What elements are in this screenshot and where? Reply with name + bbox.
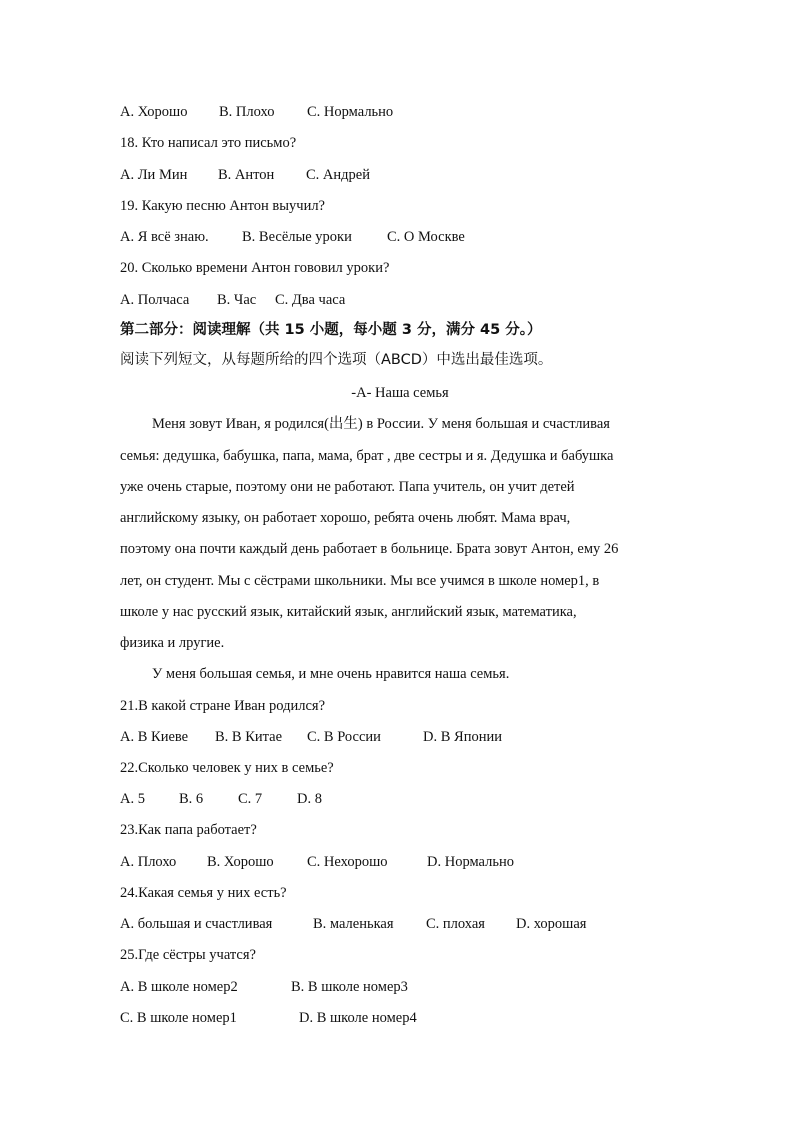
q19-options (120, 227, 465, 247)
passage-line-4: английскому языку, он работает хорошо, ребята очень любят. Мама врач, (120, 510, 571, 526)
q24-option-b: B. маленькая (313, 916, 394, 932)
q21-question: 21.В какой стране Иван родился? (120, 698, 326, 714)
passage-line-5: поэтому она почти каждый день работает в больнице. Брата зовут Антон, ему 26 (120, 541, 619, 557)
passage-line-7: школе у нас русский язык, китайский язык, английский язык, математика, (120, 604, 577, 620)
q25-option-b: B. В школе номер3 (291, 979, 408, 995)
q21-options (120, 727, 502, 747)
q19-question: 19. Какую песню Антон выучил? (120, 198, 325, 214)
passage-line-6: лет, он студент. Мы с сёстрами школьники. Мы все учимся в школе номер1, в (120, 573, 600, 589)
q25-option-a: A. В школе номер2 (120, 979, 238, 995)
q23-option-b: B. Хорошо (207, 854, 274, 870)
q20-question: 20. Сколько времени Антон гововил уроки? (120, 260, 390, 276)
q23-option-a: A. Плохо (120, 854, 177, 870)
q21-option-d: D. В Японии (423, 729, 502, 745)
q24-option-a: A. большая и счастливая (120, 916, 273, 932)
q24-options (120, 914, 586, 934)
q21-option-a: A. В Киеве (120, 729, 189, 745)
section-instruction: 阅读下列短文，从每题所给的四个选项（ABCD）中选出最佳选项。 (120, 352, 553, 368)
q22-option-a: A. 5 (120, 791, 145, 807)
q25-option-d: D. В школе номер4 (299, 1010, 417, 1026)
q17-option-c: C. Нормально (307, 104, 394, 120)
passage-line-8: физика и лругие. (120, 635, 225, 651)
q17-option-a: A. Хорошо (120, 104, 188, 120)
q24-option-d: D. хорошая (516, 916, 587, 932)
q25-question: 25.Где сёстры учатся? (120, 947, 256, 963)
q22-option-d: D. 8 (297, 791, 322, 807)
q25-options-row-2 (120, 1008, 417, 1028)
q21-option-b: B. В Китае (215, 729, 283, 745)
q23-option-c: C. Нехорошо (307, 854, 388, 870)
q18-question: 18. Кто написал это письмо? (120, 135, 297, 151)
q25-options-row-1 (120, 977, 408, 997)
passage-line-1: Меня зовут Иван, я родился(出生) в России. У меня большая и счастливая (152, 416, 610, 432)
q25-option-c: C. В школе номер1 (120, 1010, 237, 1026)
q23-options (120, 852, 514, 872)
q22-option-c: C. 7 (238, 791, 263, 807)
q23-question: 23.Как папа работает? (120, 822, 257, 838)
passage-line-2: семья: дедушка, бабушка, папа, мама, брат , две сестры и я. Дедушка и бабушка (120, 448, 614, 464)
q20-option-a: A. Полчаса (120, 292, 190, 308)
q20-options (120, 290, 345, 310)
q17-option-b: B. Плохо (219, 104, 275, 120)
q18-option-c: C. Андрей (306, 167, 370, 183)
section-heading: 第二部分：阅读理解（共 15 小题，每小题 3 分，满分 45 分。） (120, 322, 542, 338)
q24-option-c: C. плохая (426, 916, 485, 932)
q19-option-c: C. О Москве (387, 229, 465, 245)
q20-option-b: B. Час (217, 292, 257, 308)
q22-option-b: B. 6 (179, 791, 204, 807)
q22-question: 22.Сколько человек у них в семье? (120, 760, 334, 776)
q24-question: 24.Какая семья у них есть? (120, 885, 287, 901)
q19-option-b: B. Весёлые уроки (242, 229, 352, 245)
q18-option-a: A. Ли Мин (120, 167, 188, 183)
passage-title: -A- Наша семья (351, 385, 449, 401)
q18-option-b: B. Антон (218, 167, 275, 183)
passage-line-3: уже очень старые, поэтому они не работают. Папа учитель, он учит детей (120, 479, 575, 495)
passage-line-9: У меня большая семья, и мне очень нравится наша семья. (152, 666, 510, 682)
q22-options (120, 789, 322, 809)
q18-options (120, 165, 370, 185)
q23-option-d: D. Нормально (427, 854, 514, 870)
q21-option-c: C. В России (307, 729, 381, 745)
q19-option-a: A. Я всё знаю. (120, 229, 209, 245)
q17-options (120, 102, 393, 122)
q20-option-c: C. Два часа (275, 292, 346, 308)
